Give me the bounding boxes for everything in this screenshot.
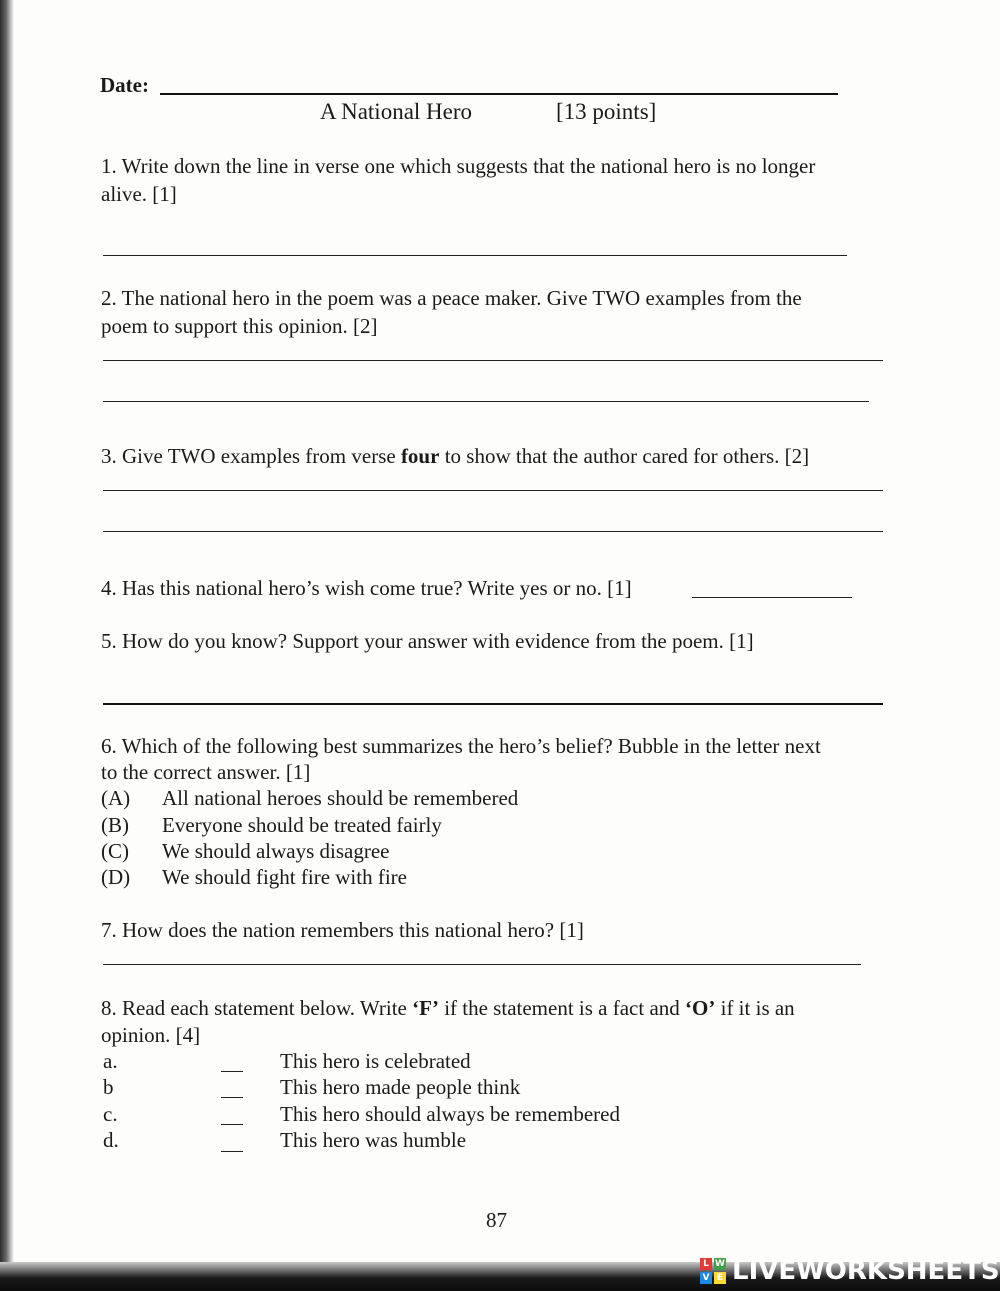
liveworksheets-logo — [700, 1255, 1000, 1287]
question-3-text — [101, 443, 809, 470]
question-2-text-line-2: poem to support this opinion. [2] — [101, 314, 378, 338]
option-c-letter[interactable]: (C) — [101, 839, 129, 863]
question-3-answer-line-1[interactable] — [103, 490, 883, 491]
statement-d-text: This hero was humble — [280, 1128, 467, 1152]
question-2-text-line-1: 2. The national hero in the poem was a peace maker. Give TWO examples from the — [101, 286, 802, 310]
statement-d-label: d. — [103, 1128, 119, 1152]
question-6-text-line-2: to the correct answer. [1] — [101, 760, 311, 784]
question-8-text-part-1: 8. Read each statement below. Write — [101, 996, 413, 1020]
question-4-text: 4. Has this national hero’s wish come true? Write yes or no. [1] — [101, 576, 632, 600]
question-4-answer-line[interactable] — [692, 597, 852, 598]
question-3-text-after: to show that the author cared for others. [2] — [439, 444, 810, 468]
question-8-text-part-2: if the statement is a fact and — [438, 996, 686, 1020]
statement-a-blank[interactable] — [221, 1071, 243, 1072]
liveworksheets-logo-icon — [700, 1258, 726, 1284]
question-7-text: 7. How does the nation remembers this national hero? [1] — [101, 918, 584, 942]
statement-b-blank[interactable] — [221, 1097, 243, 1098]
date-answer-line[interactable] — [160, 93, 838, 95]
logo-tile-4: E — [714, 1272, 726, 1284]
statement-b-label: b — [103, 1075, 114, 1099]
option-d-text: We should fight fire with fire — [162, 865, 407, 889]
question-8-text-line-2: opinion. [4] — [101, 1023, 201, 1047]
binding-shadow — [0, 0, 14, 1291]
question-8-text-line-1 — [101, 995, 795, 1022]
question-8-text-part-3: if it is an — [715, 996, 795, 1020]
question-1-text-line-1: 1. Write down the line in verse one which suggests that the national hero is no longer — [101, 154, 816, 178]
question-2-answer-line-1[interactable] — [103, 360, 883, 361]
worksheet-title: A National Hero — [320, 99, 473, 124]
question-3-text-before: 3. Give TWO examples from verse — [101, 444, 401, 468]
question-5-answer-line[interactable] — [103, 703, 883, 705]
option-a-text: All national heroes should be remembered — [162, 786, 519, 810]
question-2-answer-line-2[interactable] — [103, 401, 869, 402]
statement-c-blank[interactable] — [221, 1124, 243, 1125]
question-6-text-line-1: 6. Which of the following best summarizes the hero’s belief? Bubble in the letter next — [101, 734, 821, 758]
date-label: Date: — [100, 73, 149, 97]
question-1-answer-line[interactable] — [103, 255, 847, 256]
logo-tile-1: L — [700, 1258, 712, 1270]
question-3-answer-line-2[interactable] — [103, 531, 883, 532]
option-d-letter[interactable]: (D) — [101, 865, 131, 889]
option-a-letter[interactable]: (A) — [101, 786, 131, 810]
logo-tile-3: V — [700, 1272, 712, 1284]
logo-tile-2: W — [715, 1259, 725, 1269]
option-b-text: Everyone should be treated fairly — [162, 813, 442, 837]
question-3-text-bold: four — [400, 444, 440, 468]
total-points: [13 points] — [556, 99, 657, 124]
statement-a-label: a. — [103, 1049, 118, 1073]
page-number: 87 — [486, 1208, 507, 1232]
question-5-text: 5. How do you know? Support your answer with evidence from the poem. [1] — [101, 629, 754, 653]
statement-a-text: This hero is celebrated — [280, 1049, 471, 1073]
liveworksheets-watermark: LIVEWORKSHEETS — [732, 1256, 1000, 1286]
question-7-answer-line[interactable] — [103, 964, 861, 965]
fact-letter: ‘F’ — [412, 996, 439, 1020]
question-1-text-line-2: alive. [1] — [101, 182, 177, 206]
opinion-letter: ‘O’ — [685, 996, 716, 1020]
statement-b-text: This hero made people think — [280, 1075, 521, 1099]
statement-c-text: This hero should always be remembered — [280, 1102, 620, 1126]
statement-c-label: c. — [103, 1102, 118, 1126]
option-b-letter[interactable]: (B) — [101, 813, 129, 837]
option-c-text: We should always disagree — [162, 839, 390, 863]
statement-d-blank[interactable] — [221, 1151, 243, 1152]
